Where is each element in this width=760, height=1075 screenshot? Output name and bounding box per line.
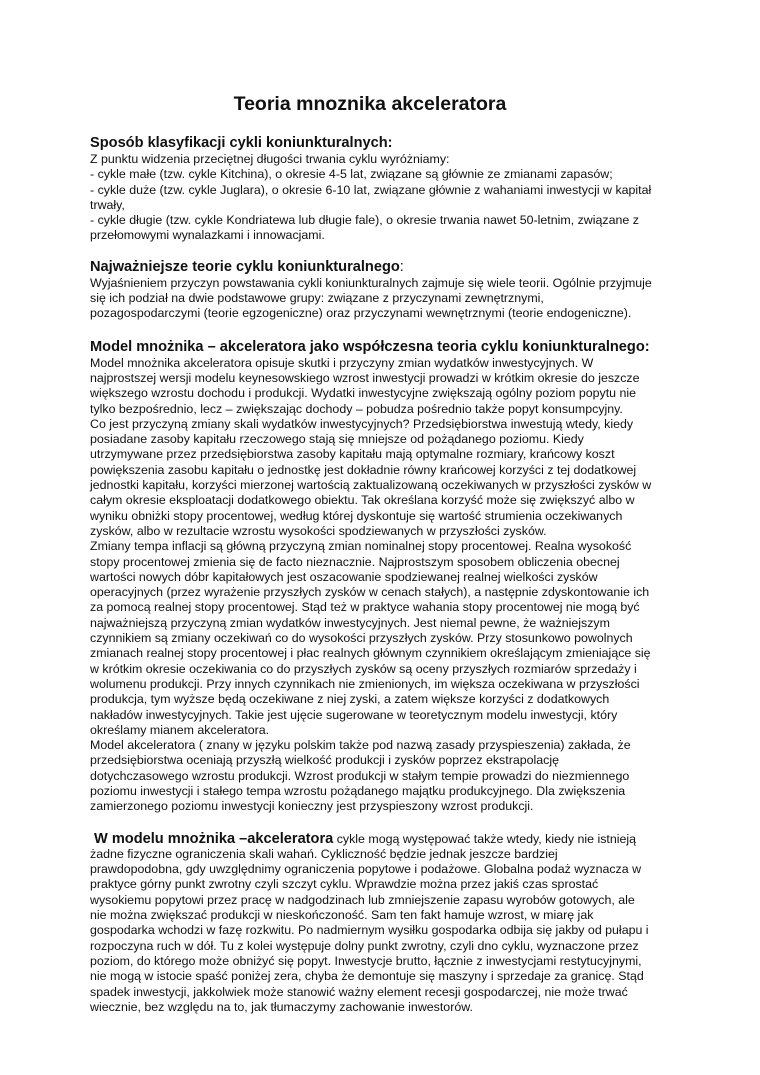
paragraph-line: poziom, do którego może obniżyć się popyt. Inwestycje brutto, łącznie z inwestycjami restytucyjnymi, [90,953,642,968]
paragraph-line: wiecznie, bez względu na to, jak tłumaczymy zachowanie inwestorów. [90,999,473,1014]
paragraph-line: Zmiany tempa inflacji są główną przyczyną zmian nominalnej stopy procentowej. Realna wysokość [90,539,632,554]
paragraph-line: gospodarka wchodzi w fazę rozkwitu. Po nadmiernym wysiłku gospodarka odbija się jakby od pułapu i [90,923,649,938]
paragraph-line: stopy procentowej zmienia się de facto nieznacznie. Najprostszym sposobem obliczenia obecnej [90,554,620,569]
paragraph-line: przedsiębiorstwa oceniają przyszłą wielkość produkcji i zysków poprzez ekstrapolację [90,753,559,768]
paragraph-lead-line [90,832,650,847]
paragraph-line: nie mogą w istocie spaść poniżej zera, chyba że demontuje się maszyny i sprzedaje za granicę. Stąd [90,969,644,984]
section-spacer [90,322,650,339]
paragraph-line: powiększenia zasobu kapitału o jednostkę jest dokładnie równy krańcowej korzyści z tej dodatkowej [90,462,637,477]
paragraph-line: posiadane zasoby kapitału rzeczowego stają się mniejsze od pożądanego poziomu. Kiedy [90,432,584,447]
paragraph-line: rozpoczyna ruch w dół. Tu z kolei występuje dolny punkt zwrotny, czyli dno cyklu, wyznaczone przez [90,938,639,953]
paragraph-line: Co jest przyczyną zmiany skali wydatków inwestycyjnych? Przedsiębiorstwa inwestują wtedy, kiedy [90,416,634,431]
section-theories [90,259,650,322]
paragraph-line: przełomowymi wynalazkami i innowacjami. [90,228,325,243]
paragraph-line: jednostki kapitału, korzyści mierzonej wartością zaktualizowaną oczekiwanych w przyszłości zysków w [90,478,652,493]
paragraph-line: Wyjaśnieniem przyczyn powstawania cykli koniunkturalnych zajmuje się wiele teorii. Ogólnie przyjmuje [90,275,652,290]
paragraph-line: Model mnożnika akceleratora opisuje skutki i przyczyny zmian wydatków inwestycyjnych. W [90,355,594,370]
paragraph-line: się ich podział na dwie podstawowe grupy: związane z przyczynami zewnętrznymi, [90,291,544,306]
paragraph-line: pozagospodarczymi (teorie egzogeniczne) oraz przyczynami wewnętrznymi (teorie endogeniczne). [90,306,632,321]
document-page [90,92,650,1015]
paragraph-line: Model akceleratora ( znany w języku polskim także pod nazwą zasady przyspieszenia) zakłada, że [90,738,631,753]
lead-rest: cykle mogą występować także wtedy, kiedy nie istnieją [333,831,637,846]
section-spacer [90,815,650,832]
paragraph-line: trwały, [90,197,125,212]
paragraph-line: - cykle małe (tzw. cykle Kitchina), o okresie 4-5 lat, związane są głównie ze zmianami zapasów; [90,167,613,182]
paragraph-line: tylko bezpośrednio, lecz – zwiększając dochody – pobudza pośrednio także popyt konsumpcyjny. [90,401,623,416]
section-heading: Sposób klasyfikacji cykli koniunkturalnych: [90,135,393,151]
paragraph-line: większego wzrostu dochodu i produkcji. Wydatki inwestycyjne zwiększają ogólny poziom popytu nie [90,386,637,401]
lead-phrase: W modelu mnożnika –akceleratora [94,830,334,847]
section-multiplier-accelerator [90,339,650,815]
section-heading: Model mnożnika – akceleratora jako współczesna teoria cyklu koniunkturalnego: [90,338,650,355]
paragraph-line: za pomocą realnej stopy procentowej. Stąd też w praktyce wahania stopy procentowej nie mogą być [90,600,640,615]
paragraph-line: wysokiemu popytowi przez pracę w nadgodzinach lub zmniejszenie zapasu wyrobów gotowych, ale [90,892,635,907]
paragraph-line: zmianach realnej stopy procentowej i płac realnych głównym czynnikiem określającym zmieniające się [90,646,651,661]
section-spacer [90,244,650,259]
section-heading-colon: : [399,258,404,275]
page-title: Teoria mnoznika akceleratora [233,93,507,115]
paragraph-line: praktyce górny punkt zwrotny czyli szczyt cyklu. Wprawdzie można przez jakiś czas sprostać [90,877,599,892]
paragraph-line: całym okresie eksploatacji dodatkowego obiektu. Tak określana korzyść może się zwiększyć albo w [90,493,635,508]
paragraph-line: zamierzonego poziomu inwestycji konieczny jest przyspieszony wzrost produkcji. [90,799,534,814]
paragraph-line: czynnikiem są zmiany oczekiwań co do wysokości przyszłych zysków. Przy stosunkowo powolnych [90,631,633,646]
paragraph-line: zysków, albo w rezultacie wzrostu wysokości spodziewanych w przyszłości zysków. [90,523,547,538]
paragraph-line: - cykle duże (tzw. cykle Juglara), o okresie 6-10 lat, związane głównie z wahaniami inwestycji w kapitał [90,182,652,197]
section-classification [90,135,650,244]
section-heading-text: Najważniejsze teorie cyklu koniunkturalnego [90,258,400,275]
paragraph-line: żadne fizyczne ograniczenia skali wahań. Cykliczność będzie jednak jeszcze bardziej [90,846,558,861]
paragraph-line: operacyjnych (przez wyrażenie przyszłych zysków w cenach stałych), a następnie zdyskontowanie ich [90,585,650,600]
paragraph-line: spadek inwestycji, jakkolwiek może stanowić ważny element recesji gospodarczej, nie może trwać [90,984,628,999]
paragraph-line: dotychczasowego wzrostu produkcji. Wzrost produkcji w stałym tempie prowadzi do niezmiennego [90,768,630,783]
section-cycles-model [90,832,650,1016]
section-heading [90,259,650,276]
paragraph-line: najważniejszą przyczyną zmian wydatków inwestycyjnych. Jest niemal pewne, że ważniejszym [90,615,610,630]
paragraph-line: prawdopodobna, gdy uwzględnimy ograniczenia popytowe i podażowe. Globalna podaż wyznacza w [90,862,642,877]
paragraph-line: nie można zwiększać produkcji w nieskończoność. Sam ten fakt hamuje wzrost, w miarę jak [90,908,594,923]
paragraph-line: najprostszej wersji modelu keynesowskiego wzrost inwestycji prowadzi w krótkim okresie do jeszcze [90,370,640,385]
paragraph-line: utrzymywane przez przedsiębiorstwa zasoby kapitału mają optymalne rozmiary, krańcowy koszt [90,447,615,462]
paragraph-line: wartości nowych dóbr kapitałowych jest oszacowanie spodziewanej realnej wielkości zysków [90,569,598,584]
paragraph-line: wolumenu produkcji. Przy innych czynnikach nie zmienionych, im większa oczekiwana w przyszłości [90,676,640,691]
paragraph-line: - cykle długie (tzw. cykle Kondriatewa lub długie fale), o okresie trwania nawet 50-letnim, związane z [90,213,639,228]
paragraph-line: poziomu inwestycji i stałego tempa wzrostu pożądanego majątku produkcyjnego. Dla zwiększenia [90,783,626,798]
paragraph-line: wyniku obniżki stopy procentowej, według której dyskontuje się wartość strumienia oczekiwanych [90,508,623,523]
paragraph-line: w krótkim okresie oczekiwania co do przyszłych zysków są oceny przyszłych rozmiarów sprzedaży i [90,661,637,676]
paragraph-line: określamy mianem akceleratora. [90,722,270,737]
paragraph-line: nakładów inwestycyjnych. Takie jest ujęcie sugerowane w teoretycznym modelu inwestycji, który [90,707,618,722]
paragraph-line: produkcja, tym wyższe będą oczekiwane z niej zyski, a zatem większe korzyści z dodatkowych [90,692,610,707]
paragraph-line: Z punktu widzenia przeciętnej długości trwania cyklu wyróżniamy: [90,152,450,166]
